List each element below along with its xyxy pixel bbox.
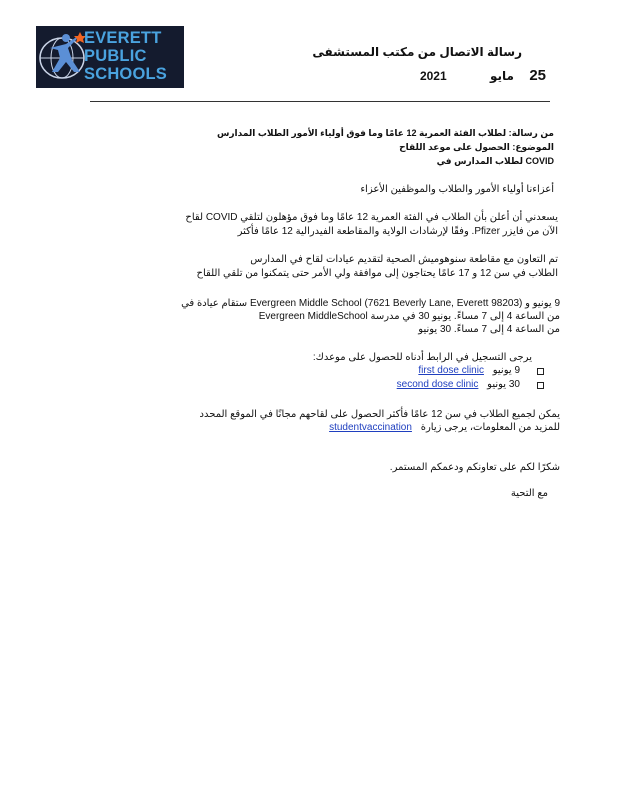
logo-line-3: SCHOOLS <box>84 65 167 83</box>
paragraph-4-line-1: يمكن لجميع الطلاب في سن 12 عامًا فأكثر الحصول على لقاحهم مجانًا في الموقع المحدد <box>199 409 560 420</box>
memo-line-3: COVID لطلاب المدارس في <box>436 156 554 166</box>
paragraph-1-line-1: يسعدني أن أعلن بأن الطلاب في الفئة العمرية 12 عامًا وما فوق مؤهلون لتلقي COVID لقاح <box>185 212 558 223</box>
link-row-2 <box>397 379 520 390</box>
header-divider <box>90 101 550 102</box>
link-1-date: 9 يونيو <box>492 365 520 376</box>
date-month: مايو <box>490 69 514 83</box>
paragraph-2-line-1: تم التعاون مع مقاطعة سنوهوميش الصحية لتقديم عيادات لقاح في المدارس <box>250 254 558 265</box>
bullet-box-2 <box>537 382 544 389</box>
link-row-1 <box>418 365 520 376</box>
closing-line: شكرًا لكم على تعاونكم ودعمكم المستمر. <box>389 462 560 473</box>
first-dose-clinic-link[interactable]: first dose clinic <box>418 365 484 376</box>
links-intro: يرجى التسجيل في الرابط أدناه للحصول على موعدك: <box>312 352 532 363</box>
bullet-box-1 <box>537 368 544 375</box>
letter-title: رسالة الاتصال من مكتب المستشفى <box>312 45 522 59</box>
paragraph-3-line-3: من الساعة 4 إلى 7 مساءً. 30 يونيو <box>418 324 560 335</box>
greeting: أعزاءنا أولياء الأمور والطلاب والموظفين الأعزاء <box>360 184 554 195</box>
date-day: 25 <box>529 67 546 84</box>
memo-line-2: الموضوع: الحصول على موعد اللقاح <box>399 142 554 152</box>
student-vaccination-link[interactable]: studentvaccination <box>329 422 412 433</box>
paragraph-1-line-2: الآن من فايزر Pfizer. وفقًا لإرشادات الولاية والمقاطعة الفيدرالية 12 عامًا فأكثر <box>237 226 558 237</box>
second-dose-clinic-link[interactable]: second dose clinic <box>396 379 479 390</box>
logo-line-1: EVERETT <box>84 29 162 47</box>
paragraph-2-line-2: الطلاب في سن 12 و 17 عامًا يحتاجون إلى موافقة ولي الأمر حتى يتمكنوا من تلقي اللقاح <box>196 268 558 279</box>
paragraph-3-line-1: 9 يونيو و Evergreen Middle School (7621 Beverly Lane, Everett 98203) ستقام عيادة في <box>181 298 560 309</box>
paragraph-4-line-2-row <box>329 422 560 433</box>
paragraph-3-line-2: من الساعة 4 إلى 7 مساءً. يونيو 30 في مدرسة Evergreen MiddleSchool <box>258 311 560 322</box>
memo-line-1: من رسالة: لطلاب الفئة العمرية 12 عامًا وما فوق أولياء الأمور الطلاب المدارس <box>216 128 554 138</box>
sign-off: مع التحية <box>510 488 548 499</box>
school-logo <box>36 26 184 88</box>
logo-line-2: PUBLIC <box>84 47 147 65</box>
letter-date <box>420 67 546 84</box>
date-year: 2021 <box>419 69 447 83</box>
paragraph-4-line-2: للمزيد من المعلومات، يرجى زيارة <box>420 422 560 433</box>
link-2-date: 30 يونيو <box>487 379 520 390</box>
